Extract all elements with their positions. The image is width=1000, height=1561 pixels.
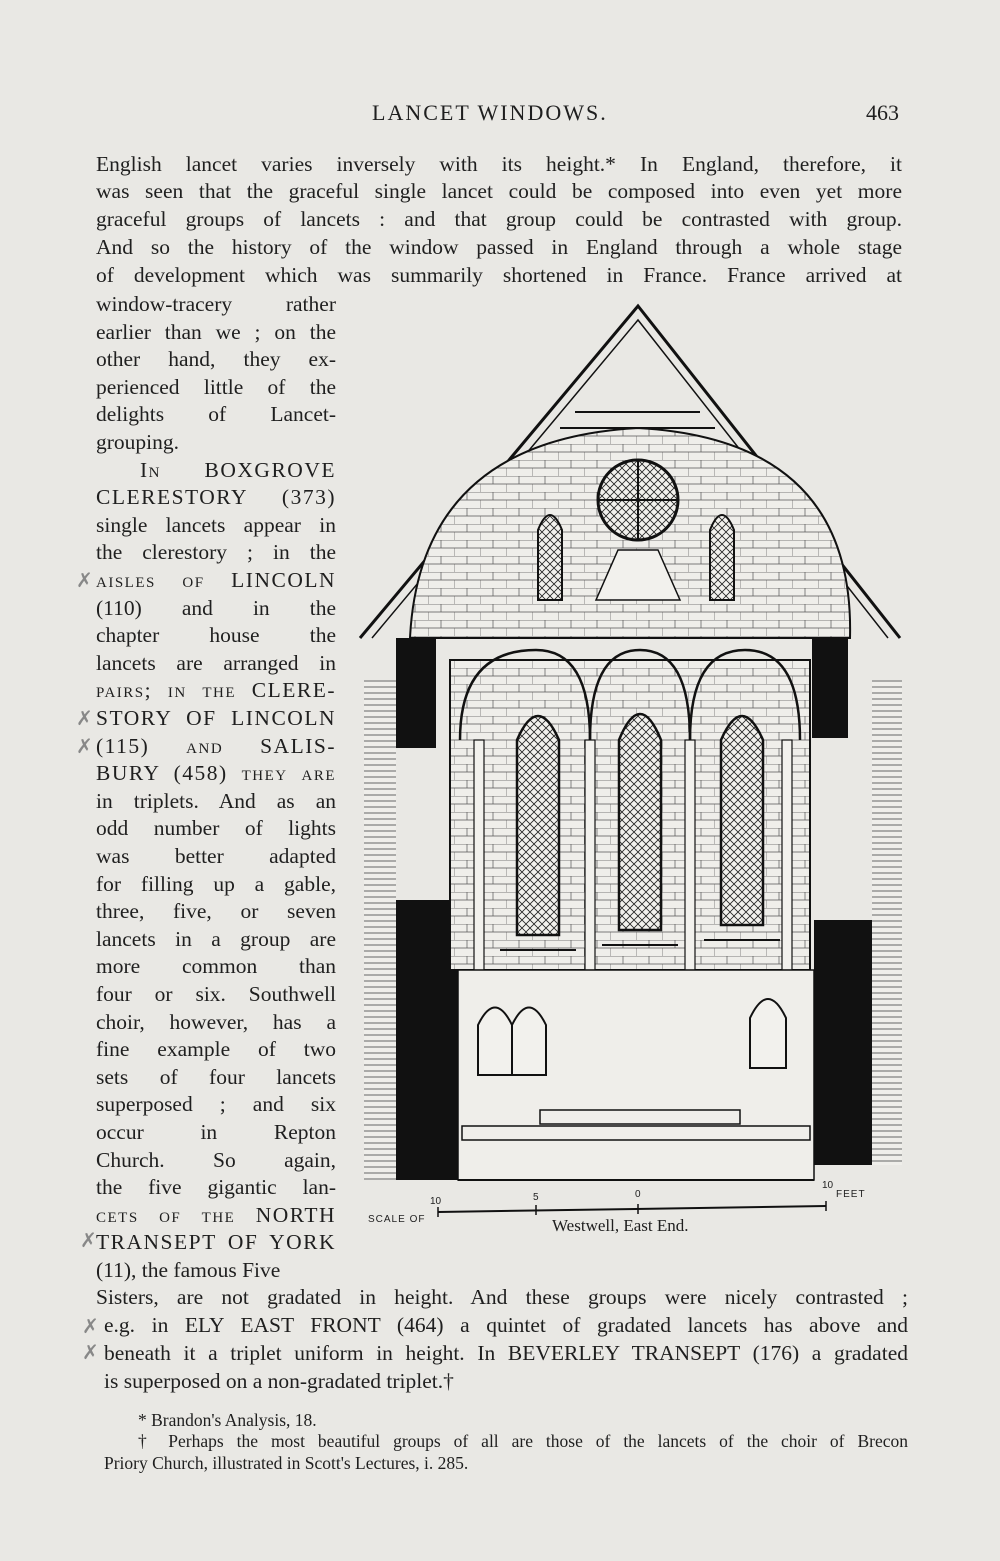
body-column-line: choir, however, has a xyxy=(96,1009,336,1034)
body-column-line: (11), the famous Five xyxy=(96,1258,281,1282)
body-column-line: odd number of lights xyxy=(96,816,336,841)
scale-label: SCALE OF xyxy=(368,1214,426,1225)
body-column-line: four or six. Southwell xyxy=(96,982,336,1006)
scale-tick-label: 10 xyxy=(430,1196,442,1207)
pencil-mark-icon: ✗ xyxy=(82,1316,99,1338)
body-line: e.g. in ELY EAST FRONT (464) a quintet of gradated lancets has above and xyxy=(104,1313,908,1337)
pencil-mark-icon: ✗ xyxy=(82,1342,99,1364)
body-line: graceful groups of lancets : and that group could be contrasted with group. xyxy=(96,207,902,231)
body-column-line: sets of four lancets xyxy=(96,1064,336,1089)
body-column-line: superposed ; and six xyxy=(96,1092,336,1117)
body-column-line: chapter house the xyxy=(96,623,336,648)
body-column-line: window-tracery rather xyxy=(96,292,336,316)
body-column-line: single lancets appear in xyxy=(96,512,336,537)
body-column-line: aisles of LINCOLN xyxy=(96,568,336,592)
body-column-line: (115) and SALIS- xyxy=(96,733,336,758)
body-column-line: pairs; in the CLERE- xyxy=(96,678,336,703)
body-column-line: grouping. xyxy=(96,430,180,454)
body-line: was seen that the graceful single lancet could be composed into even yet more xyxy=(96,179,902,203)
body-line: of development which was summarily shortened in France. France arrived at xyxy=(96,263,902,287)
body-column-line: cets of the NORTH xyxy=(96,1202,336,1227)
scale-tick-label: 10 xyxy=(822,1180,834,1191)
body-column-line: three, five, or seven xyxy=(96,899,336,924)
footnote: * Brandon's Analysis, 18. xyxy=(138,1410,317,1430)
pencil-mark-icon: ✗ xyxy=(76,570,93,592)
body-column-line: fine example of two xyxy=(96,1037,336,1062)
body-column-line: CLERESTORY (373) xyxy=(96,485,336,510)
body-column-line: other hand, they ex- xyxy=(96,347,336,372)
scale-tick-label: 0 xyxy=(635,1189,641,1200)
body-column-line: perienced little of the xyxy=(96,374,336,399)
body-column-line: delights of Lancet- xyxy=(96,402,336,427)
pencil-mark-icon: ✗ xyxy=(76,736,93,758)
footnote: Priory Church, illustrated in Scott's Lectures, i. 285. xyxy=(104,1453,469,1473)
body-column-line: lancets in a group are xyxy=(96,926,336,951)
body-column-line: in triplets. And as an xyxy=(96,788,336,813)
scale-tick-label: 5 xyxy=(533,1192,539,1203)
body-column-line: (110) and in the xyxy=(96,595,336,620)
body-column-line: occur in Repton xyxy=(96,1120,336,1144)
body-column-line: more common than xyxy=(96,954,336,979)
page-number: 463 xyxy=(866,100,899,125)
body-column-line: STORY OF LINCOLN xyxy=(96,706,336,730)
figure-caption: Westwell, East End. xyxy=(552,1216,689,1235)
body-column-line: earlier than we ; on the xyxy=(96,319,336,344)
body-column-line: In BOXGROVE xyxy=(140,457,336,482)
body-line: beneath it a triplet uniform in height. In BEVERLEY TRANSEPT (176) a gradated xyxy=(104,1341,908,1365)
body-column-line: for filling up a gable, xyxy=(96,871,336,896)
body-column-line: BURY (458) they are xyxy=(96,761,336,786)
westwell-east-end-illustration xyxy=(350,300,910,1250)
body-line: is superposed on a non-gradated triplet.† xyxy=(104,1369,454,1393)
running-header: LANCET WINDOWS. xyxy=(372,100,608,125)
body-column-line: lancets are arranged in xyxy=(96,650,336,675)
body-column-line: was better adapted xyxy=(96,844,336,868)
body-column-line: the clerestory ; in the xyxy=(96,540,336,565)
pencil-mark-icon: ✗ xyxy=(80,1230,97,1252)
body-line: Sisters, are not gradated in height. And these groups were nicely contrasted ; xyxy=(96,1285,908,1309)
body-column-line: Church. So again, xyxy=(96,1147,336,1172)
footnote: † Perhaps the most beautiful groups of all are those of the lancets of the choir of Brecon xyxy=(138,1431,908,1451)
body-column-line: TRANSEPT OF YORK xyxy=(96,1230,336,1255)
scale-unit: FEET xyxy=(836,1189,866,1200)
body-line: English lancet varies inversely with its height.* In England, therefore, it xyxy=(96,152,902,176)
body-column-line: the five gigantic lan- xyxy=(96,1175,336,1200)
pencil-mark-icon: ✗ xyxy=(76,708,93,730)
body-line: And so the history of the window passed in England through a whole stage xyxy=(96,235,902,259)
